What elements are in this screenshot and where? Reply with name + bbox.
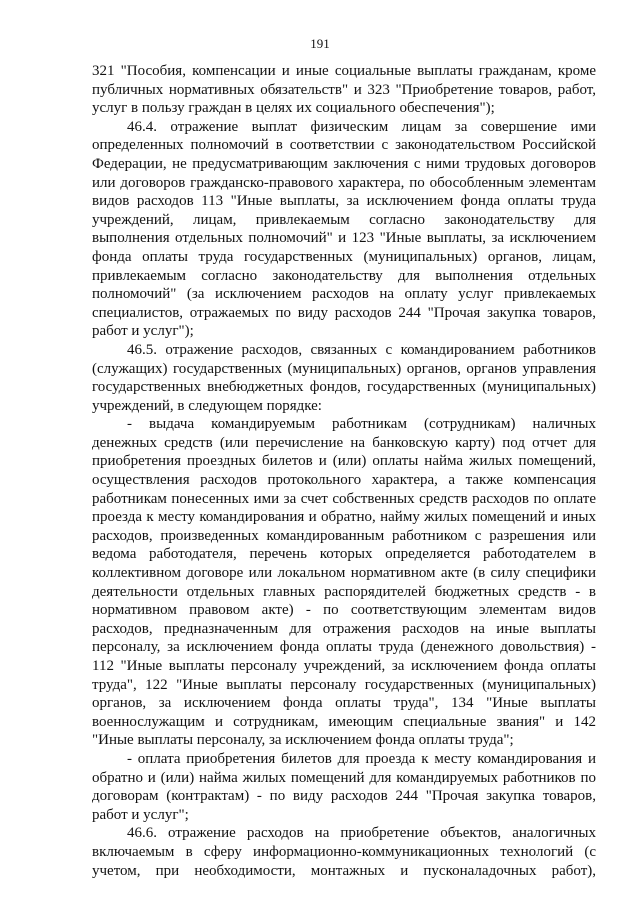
text-line: 46.5. отражение расходов, связанных с командированием работников (127, 341, 596, 358)
text-line: ведома работодателя, перечень которых определяется работодателем в (92, 546, 596, 563)
text-line: услуг в пользу граждан в целях их социального обеспечения"); (92, 100, 495, 117)
text-line: публичных нормативных обязательств" и 323 "Приобретение товаров, работ, (92, 81, 596, 98)
text-line: полномочий" (за исключением расходов на оплату услуг привлекаемых (92, 286, 596, 303)
text-line: договорам (контрактам) - по виду расходов 244 "Прочая закупка товаров, (92, 788, 596, 805)
text-line: учреждений, в следующем порядке: (92, 397, 322, 414)
text-line: работ и услуг"; (92, 806, 189, 823)
text-line: фонда оплаты труда государственных (муниципальных) органов, лицам, (92, 248, 596, 265)
text-line: выполнения отдельных полномочий" и 123 "Иные выплаты, за исключением (92, 230, 596, 247)
text-line: привлекаемым согласно законодательству для выполнения отдельных (92, 267, 596, 284)
text-line: работникам понесенных ими за счет собственных средств расходов по оплате (92, 490, 596, 507)
text-line: видов расходов 113 "Иные выплаты, за исключением фонда оплаты труда (92, 193, 596, 210)
text-line: обратно и (или) найма жилых помещений для командируемых работников по (92, 769, 596, 786)
text-line: военнослужащим и сотрудникам, имеющим специальные звания" и 142 (92, 713, 596, 730)
text-line: приобретения проездных билетов и (или) оплаты найма жилых помещений, (92, 453, 596, 470)
text-line: включаемым в сферу информационно-коммуникационных технологий (с (92, 843, 596, 860)
text-line: труда", 122 "Иные выплаты персоналу государственных (муниципальных) (92, 676, 596, 693)
text-line: учетом, при необходимости, монтажных и пусконаладочных работ), (92, 862, 596, 879)
text-line: расходов, предназначенным для отражения расходов на иные выплаты (92, 620, 596, 637)
text-line: определенных полномочий в соответствии с законодательством Российской (92, 137, 596, 154)
text-line: работ и услуг"); (92, 323, 194, 340)
text-line: 46.4. отражение выплат физическим лицам за совершение ими (127, 118, 596, 135)
text-line: государственных внебюджетных фондов, государственных (муниципальных) (92, 379, 596, 396)
text-line: специалистов, отражаемых по виду расходов 244 "Прочая закупка товаров, (92, 304, 596, 321)
text-line: осуществления расходов протокольного характера, а также компенсация (92, 472, 596, 489)
text-line: органов, за исключением фонда оплаты труда", 134 "Иные выплаты (92, 695, 596, 712)
text-line: учреждений, лицам, привлекаемым согласно законодательству для (92, 211, 596, 228)
text-line: (служащих) государственных (муниципальных) органов, органов управления (92, 360, 596, 377)
text-line: - оплата приобретения билетов для проезда к месту командирования и (127, 750, 596, 767)
text-line: - выдача командируемым работникам (сотрудникам) наличных (127, 416, 596, 433)
text-line: проезда к месту командирования и обратно, найму жилых помещений и иных (92, 509, 596, 526)
text-line: Федерации, не предусматривающим заключения с ними трудовых договоров (92, 155, 596, 172)
text-line: денежных средств (или перечисление на банковскую карту) под отчет для (92, 434, 596, 451)
text-line: 112 "Иные выплаты персоналу учреждений, за исключением фонда оплаты (92, 658, 596, 674)
text-line: расходов, произведенных командированным работником с разрешения или (92, 527, 596, 544)
body-text (92, 62, 596, 880)
text-line: коллективном договоре или локальном нормативном акте (в силу специфики (92, 565, 596, 582)
text-line: "Иные выплаты персоналу, за исключением фонда оплаты труда"; (92, 732, 514, 749)
text-line: деятельности отдельных главных распорядителей бюджетных средств - в (92, 583, 596, 600)
text-line: 321 "Пособия, компенсации и иные социальные выплаты гражданам, кроме (92, 63, 596, 79)
page-number: 191 (310, 36, 330, 51)
text-line: или договоров гражданско-правового характера, по обособленным элементам (92, 174, 596, 191)
text-line: нормативном правовом акте) - по соответствующим элементам видов (92, 602, 596, 619)
text-line: 46.6. отражение расходов на приобретение объектов, аналогичных (127, 825, 596, 842)
text-line: персоналу, за исключением фонда оплаты труда (денежного довольствия) - (92, 639, 596, 656)
